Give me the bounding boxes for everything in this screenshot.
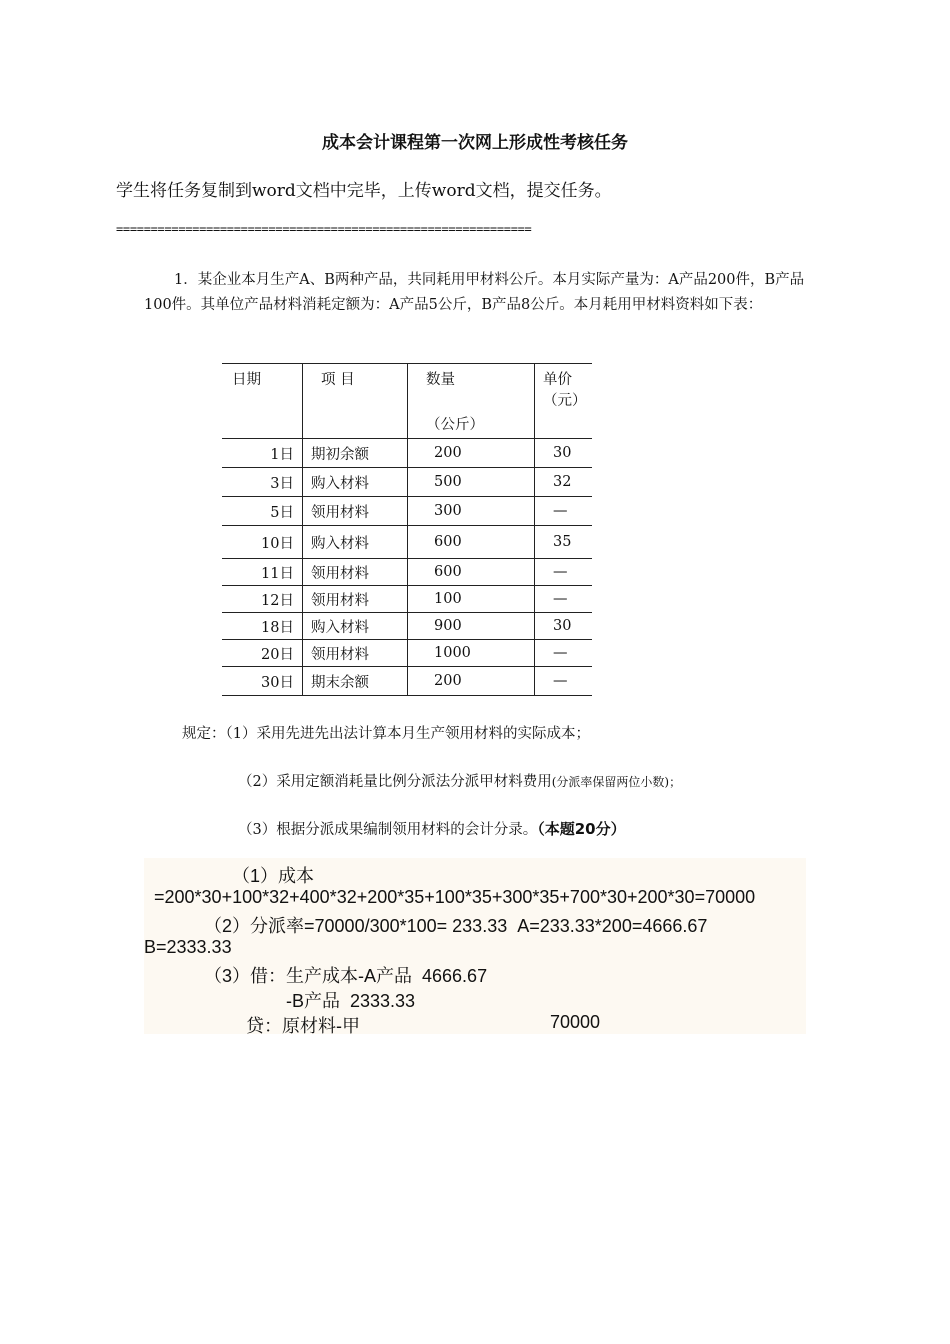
header-date: 日期 [222, 364, 303, 439]
cell-item: 购入材料 [303, 468, 408, 497]
cell-date: 1日 [222, 439, 303, 468]
cell-quantity: 900 [408, 613, 535, 640]
cell-date: 11日 [222, 559, 303, 586]
cell-price: 30 [535, 439, 593, 468]
answer-line-6: -B产品 2333.33 [286, 991, 416, 1011]
cell-quantity: 600 [408, 526, 535, 559]
table-row [222, 526, 592, 559]
cell-date: 10日 [222, 526, 303, 559]
requirement-3 [238, 818, 626, 839]
header-price: 单价（元） [535, 364, 593, 439]
answer-line-4: B=2333.33 [144, 937, 232, 957]
header-quantity-label: 数量 [426, 372, 455, 388]
table-header-row [222, 364, 592, 439]
cell-price: — [535, 586, 593, 613]
table-row [222, 613, 592, 640]
table-row [222, 468, 592, 497]
cell-quantity: 200 [408, 667, 535, 696]
page-title: 成本会计课程第一次网上形成性考核任务 [322, 133, 628, 153]
answer-line-5: （3）借：生产成本-A产品 4666.67 [204, 966, 488, 986]
cell-price: 32 [535, 468, 593, 497]
answer-line-1: （1）成本 [232, 866, 315, 886]
cell-date: 20日 [222, 640, 303, 667]
header-quantity-unit: （公斤） [426, 417, 484, 433]
cell-item: 购入材料 [303, 613, 408, 640]
answer-box [144, 858, 806, 1034]
cell-price: — [535, 559, 593, 586]
requirement-2-note: (分派率保留两位小数)； [551, 775, 682, 789]
cell-quantity: 200 [408, 439, 535, 468]
table-row [222, 497, 592, 526]
cell-quantity: 1000 [408, 640, 535, 667]
requirement-1: 规定：（1）采用先进先出法计算本月生产领用材料的实际成本； [182, 726, 590, 742]
cell-price: 30 [535, 613, 593, 640]
answer-line-2: =200*30+100*32+400*32+200*35+100*35+300*35+700*30+200*30=70000 [154, 887, 756, 907]
requirement-3-points: （本题20分） [537, 820, 626, 838]
question-text: 1．某企业本月生产A、B两种产品，共同耗用甲材料公斤。本月实际产量为：A产品200件，B产品100件。其单位产品材料消耗定额为：A产品5公斤，B产品8公斤。本月耗用甲材料资料如下表： [144, 272, 805, 313]
cell-quantity: 500 [408, 468, 535, 497]
cell-price: — [535, 667, 593, 696]
table-row [222, 640, 592, 667]
cell-price: — [535, 640, 593, 667]
cell-quantity: 300 [408, 497, 535, 526]
requirement-2 [238, 770, 681, 791]
cell-item: 期末余额 [303, 667, 408, 696]
header-quantity [408, 364, 535, 439]
table-row [222, 667, 592, 696]
cell-item: 领用材料 [303, 640, 408, 667]
cell-date: 5日 [222, 497, 303, 526]
table-row [222, 559, 592, 586]
cell-date: 18日 [222, 613, 303, 640]
cell-item: 购入材料 [303, 526, 408, 559]
cell-quantity: 100 [408, 586, 535, 613]
cell-date: 12日 [222, 586, 303, 613]
answer-line-7-amount: 70000 [550, 1012, 601, 1032]
cell-item: 领用材料 [303, 559, 408, 586]
requirement-3-text: （3）根据分派成果编制领用材料的会计分录。 [238, 822, 538, 838]
answer-line-7: 贷：原材料-甲 [246, 1016, 360, 1036]
cell-date: 3日 [222, 468, 303, 497]
separator-line: ============================================================ [116, 222, 532, 236]
instruction-text: 学生将任务复制到word文档中完毕，上传word文档，提交任务。 [116, 181, 612, 201]
cell-item: 期初余额 [303, 439, 408, 468]
cell-quantity: 600 [408, 559, 535, 586]
answer-line-3: （2）分派率=70000/300*100= 233.33 A=233.33*200=4666.67 [204, 916, 708, 936]
cell-price: — [535, 497, 593, 526]
materials-table [222, 363, 592, 696]
table-row [222, 586, 592, 613]
cell-item: 领用材料 [303, 586, 408, 613]
table-row [222, 439, 592, 468]
cell-item: 领用材料 [303, 497, 408, 526]
requirement-2-text: （2）采用定额消耗量比例分派法分派甲材料费用 [238, 774, 552, 790]
header-item: 项 目 [303, 364, 408, 439]
cell-date: 30日 [222, 667, 303, 696]
cell-price: 35 [535, 526, 593, 559]
